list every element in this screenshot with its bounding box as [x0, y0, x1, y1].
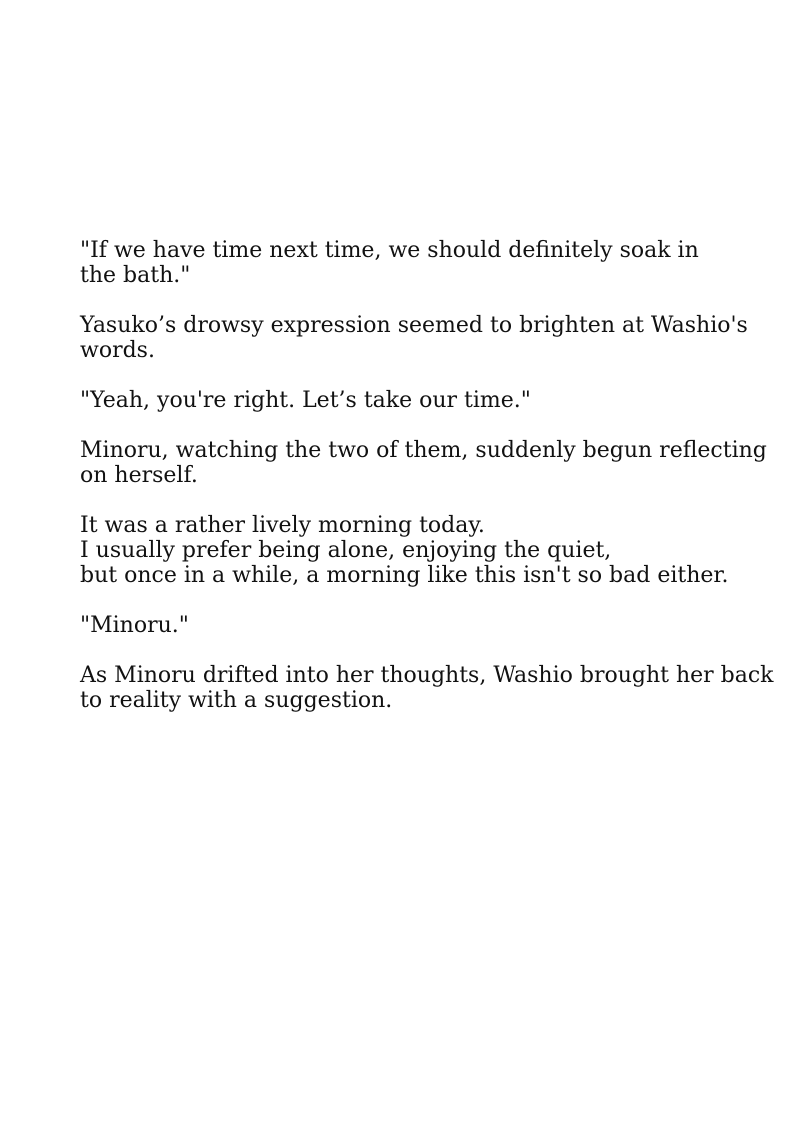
text-line: "If we have time next time, we should definitely soak in — [80, 238, 699, 263]
text-line: It was a rather lively morning today. — [80, 513, 485, 538]
text-line: I usually prefer being alone, enjoying the quiet, — [80, 538, 612, 563]
text-line: on herself. — [80, 463, 198, 488]
paragraph-minoru-reflecting — [80, 438, 767, 488]
paragraph-bath-suggestion — [80, 238, 760, 288]
paragraph-lively-morning — [80, 513, 760, 588]
text-line: to reality with a suggestion. — [80, 688, 393, 713]
text-line: Minoru, watching the two of them, suddenly begun reflecting — [80, 438, 767, 463]
text-line: As Minoru drifted into her thoughts, Washio brought her back — [80, 663, 774, 688]
text-line: "Yeah, you're right. Let’s take our time." — [80, 388, 531, 413]
text-line: words. — [80, 338, 155, 363]
paragraph-washio-suggestion — [80, 663, 774, 713]
text-line: but once in a while, a morning like this isn't so bad either. — [80, 563, 729, 588]
story-text — [80, 238, 774, 738]
paragraph-yasuko-dialogue — [80, 388, 760, 413]
text-line: Yasuko’s drowsy expression seemed to brighten at Washio's — [80, 313, 748, 338]
text-line: the bath." — [80, 263, 191, 288]
text-line: "Minoru." — [80, 613, 189, 638]
paragraph-minoru-call — [80, 613, 760, 638]
paragraph-yasuko-reaction — [80, 313, 760, 363]
